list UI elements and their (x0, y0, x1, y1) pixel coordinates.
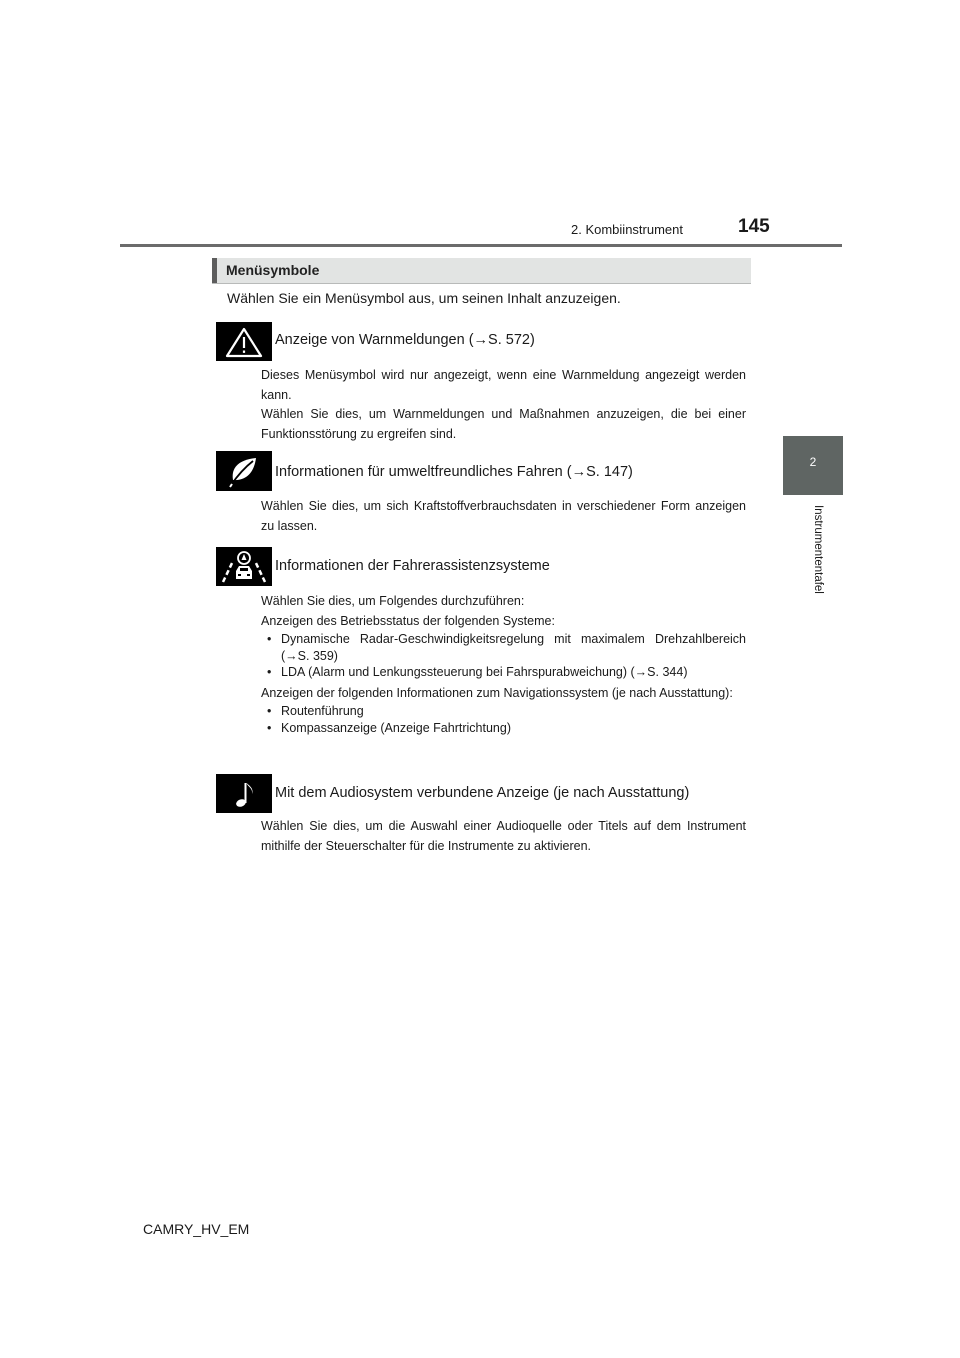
system-list (261, 631, 746, 681)
navigation-list (261, 703, 746, 736)
item-title-eco: Informationen für umweltfreundliches Fahren (→S. 147) (275, 464, 633, 480)
header-divider (120, 244, 842, 247)
page-number: 145 (738, 216, 770, 237)
paragraph: Anzeigen der folgenden Informationen zum Navigationssystem (je nach Ausstattung): (261, 685, 733, 700)
chapter-tab-label: Instrumententafel (812, 505, 824, 594)
section-heading (212, 258, 751, 284)
item-text-audio (261, 817, 746, 856)
music-note-icon (216, 774, 272, 813)
paragraph: Anzeigen des Betriebsstatus der folgenden Systeme: (261, 613, 555, 628)
chapter-title: 2. Kombiinstrument (571, 222, 683, 237)
item-title-audio: Mit dem Audiosystem verbundene Anzeige (je nach Ausstattung) (275, 785, 690, 801)
chapter-tab[interactable] (783, 436, 843, 495)
item-text-eco (261, 497, 746, 536)
section-title: Menüsymbole (226, 262, 320, 278)
list-item: • Dynamische Radar-Geschwindigkeitsregelung mit maximalem Drehzahlbereich (→S. 359) (261, 631, 746, 664)
item-text-warnings (261, 366, 746, 444)
section-intro: Wählen Sie ein Menüsymbol aus, um seinen Inhalt anzuzeigen. (227, 290, 621, 306)
paragraph: Dieses Menüsymbol wird nur angezeigt, wenn eine Warnmeldung angezeigt werden kann. (261, 368, 746, 402)
list-item: • Routenführung (261, 703, 746, 720)
list-item: • Kompassanzeige (Anzeige Fahrtrichtung) (261, 720, 746, 737)
item-title-driver-assist: Informationen der Fahrerassistenzsysteme (275, 558, 550, 574)
item-title-warnings: Anzeige von Warnmeldungen (→S. 572) (275, 332, 535, 348)
document-code: CAMRY_HV_EM (143, 1221, 250, 1237)
chapter-tab-number: 2 (809, 455, 817, 469)
paragraph: Wählen Sie dies, um sich Kraftstoffverbrauchsdaten in verschiedener Form anzeigen zu lassen. (261, 499, 746, 533)
warning-triangle-icon (216, 322, 272, 361)
item-text-driver-assist (261, 592, 746, 736)
paragraph: Wählen Sie dies, um die Auswahl einer Audioquelle oder Titels auf dem Instrument mithilfe der Steuerschalter für die Instrumente zu aktivieren. (261, 819, 746, 853)
eco-leaf-icon (216, 451, 272, 491)
paragraph: Wählen Sie dies, um Folgendes durchzuführen: (261, 594, 525, 608)
list-item: • LDA (Alarm und Lenkungssteuerung bei Fahrspurabweichung) (→S. 344) (261, 664, 746, 681)
driver-assist-icon (216, 547, 272, 586)
paragraph: Wählen Sie dies, um Warnmeldungen und Maßnahmen anzuzeigen, die bei einer Funktionsstörung zu ergreifen sind. (261, 407, 746, 441)
section-heading-accent (212, 258, 217, 283)
